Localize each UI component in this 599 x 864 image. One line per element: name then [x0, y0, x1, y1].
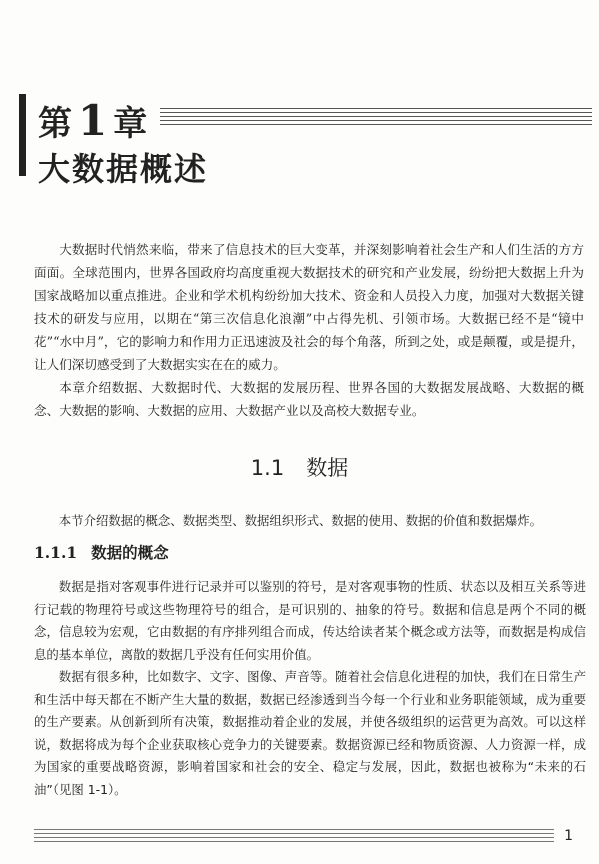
subsection-heading — [34, 541, 169, 563]
section-intro-text: 本节介绍数据的概念、数据类型、数据组织形式、数据的使用、数据的价值和数据爆炸。 — [58, 513, 543, 528]
page-number: 1 — [564, 828, 573, 844]
intro-paragraph: 大数据时代悄然来临，带来了信息技术的巨大变革，并深刻影响着社会生产和人们生活的方方面面。全球范围内，世界各国政府均高度重视大数据技术的研究和产业发展，纷纷把大数据上升为国家战略加以重点推进。企业和学术机构纷纷加大技术、资金和人员投入力度，加强对大数据关键技术的研发与应用，以期在“第三次信息化浪潮”中占得先机、引领市场。大数据已经不是“镜中花”“水中月”，它的影响力和作用力正迅速波及社会的每个角落，所到之处，或是颠覆，或是提升，让人们深切感受到了大数据实实在在的威力。 — [34, 242, 584, 372]
chapter-label-suffix: 章 — [113, 104, 148, 144]
section-heading — [0, 452, 599, 482]
section-number: 1.1 — [250, 456, 285, 480]
chapter-label — [38, 96, 147, 145]
chapter-side-bar — [19, 94, 26, 176]
section-intro — [34, 510, 586, 533]
body-paragraph: 数据有很多种，比如数字、文字、图像、声音等。随着社会信息化进程的加快，我们在日常生产和生活中每天都在不断产生大量的数据，数据已经渗透到当今每一个行业和业务职能领域，成为重要的生产要素。从创新到所有决策，数据推动着企业的发展，并使各级组织的运营更为高效。可以这样说，数据将成为每个企业获取核心竞争力的关键要素。数据资源已经和物质资源、人力资源一样，成为国家的重要战略资源，影响着国家和社会的安全、稳定与发展，因此，数据也被称为“未来的石油”（见图 1-1）。 — [34, 669, 586, 797]
section-title: 数据 — [306, 456, 349, 480]
chapter-title: 大数据概述 — [38, 150, 209, 188]
chapter-header-rules — [160, 108, 592, 130]
chapter-intro — [34, 238, 584, 422]
subsection-title: 数据的概念 — [91, 543, 169, 562]
body-paragraph: 数据是指对客观事件进行记录并可以鉴别的符号，是对客观事物的性质、状态以及相互关系等进行记载的物理符号或这些物理符号的组合，是可识别的、抽象的符号。数据和信息是两个不同的概念，信息较为宏观，它由数据的有序排列组合而成，传达给读者某个概念或方法等，而数据是构成信息的基本单位，离散的数据几乎没有任何实用价值。 — [34, 579, 586, 662]
intro-paragraph: 本章介绍数据、大数据时代、大数据的发展历程、世界各国的大数据发展战略、大数据的概念、大数据的影响、大数据的应用、大数据产业以及高校大数据专业。 — [34, 380, 584, 418]
subsection-number: 1.1.1 — [34, 543, 78, 562]
subsection-body — [34, 576, 586, 801]
chapter-number: 1 — [78, 96, 108, 145]
chapter-label-prefix: 第 — [38, 104, 72, 144]
footer-rules — [34, 829, 554, 845]
